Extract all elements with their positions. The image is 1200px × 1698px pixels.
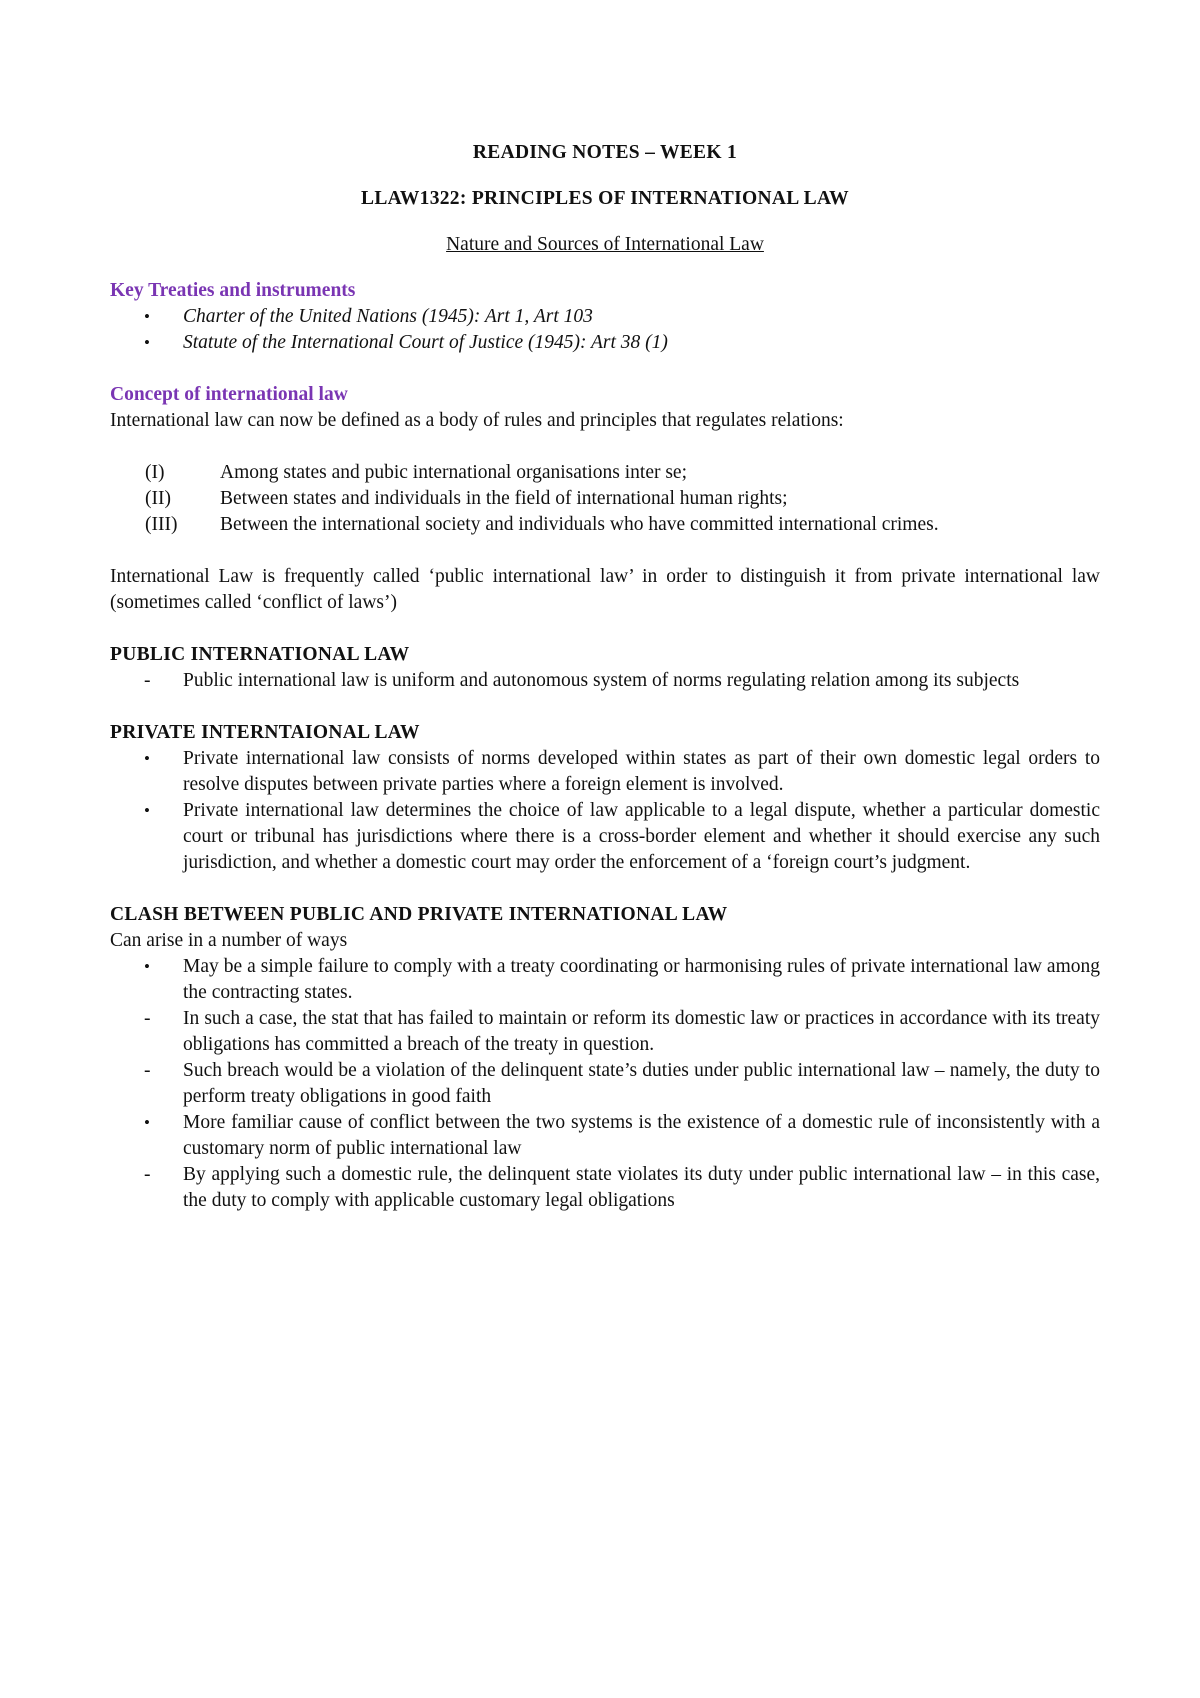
list-item-text: Such breach would be a violation of the delinquent state’s duties under public international law – namely, the duty to perform treaty obligations in good faith [183, 1060, 1100, 1107]
list-item-text: Among states and pubic international organisations inter se; [220, 462, 688, 483]
list-item-text: More familiar cause of conflict between the two systems is the existence of a domestic rule of inconsistently with a customary norm of public international law [183, 1112, 1100, 1159]
key-treaties-heading: Key Treaties and instruments [110, 280, 356, 301]
list-item [110, 1058, 1100, 1110]
list-item [110, 1110, 1100, 1162]
clash-list [110, 954, 1100, 1214]
list-item [110, 954, 1100, 1006]
list-item-text: Private international law consists of norms developed within states as part of their own domestic legal orders to resolve disputes between private parties where a foreign element is involved. [183, 748, 1100, 795]
list-item-text: Between the international society and individuals who have committed international crimes. [220, 514, 939, 535]
list-item [110, 1162, 1100, 1214]
list-marker: - [144, 1060, 151, 1081]
list-item-text: May be a simple failure to comply with a treaty coordinating or harmonising rules of private international law among the contracting states. [183, 956, 1100, 1003]
list-item-text: In such a case, the stat that has failed to maintain or reform its domestic law or practices in accordance with its treaty obligations has committed a breach of the treaty in question. [183, 1008, 1100, 1055]
list-item-text: Statute of the International Court of Justice (1945): Art 38 (1) [183, 332, 668, 353]
list-marker: • [144, 957, 150, 976]
list-number: (III) [145, 514, 178, 535]
list-item [110, 330, 1100, 356]
list-item-text: Charter of the United Nations (1945): Art 1, Art 103 [183, 306, 593, 327]
concept-heading: Concept of international law [110, 384, 348, 405]
private-law-list [110, 746, 1100, 876]
list-item [110, 746, 1100, 798]
concept-paragraph: International Law is frequently called ‘public international law’ in order to distinguish it from private international law (sometimes called ‘conflict of laws’) [110, 566, 1100, 613]
bullet-marker: • [144, 801, 150, 820]
list-item [110, 486, 1100, 512]
list-marker: - [144, 1008, 151, 1029]
list-marker: - [144, 1164, 151, 1185]
list-item [110, 1006, 1100, 1058]
public-law-list [110, 668, 1100, 694]
dash-marker: - [144, 670, 151, 691]
public-law-heading: PUBLIC INTERNATIONAL LAW [110, 644, 410, 665]
clash-heading: CLASH BETWEEN PUBLIC AND PRIVATE INTERNATIONAL LAW [110, 904, 728, 925]
list-item-text: Between states and individuals in the field of international human rights; [220, 488, 788, 509]
list-item [110, 798, 1100, 876]
key-treaties-list [110, 304, 1100, 356]
concept-intro: International law can now be defined as a body of rules and principles that regulates relations: [110, 410, 844, 431]
list-item-text: Private international law determines the choice of law applicable to a legal dispute, whether a particular domestic court or tribunal has jurisdictions where there is a cross-border element and whether it should exercise any such jurisdiction, and whether a domestic court may order the enforcement of a ‘foreign court’s judgment. [183, 800, 1100, 873]
bullet-marker: • [144, 749, 150, 768]
list-number: (II) [145, 488, 171, 509]
bullet-marker: • [144, 333, 150, 352]
document-page [110, 140, 1100, 1214]
list-marker: • [144, 1113, 150, 1132]
clash-intro: Can arise in a number of ways [110, 930, 348, 951]
list-item [110, 460, 1100, 486]
list-item [110, 304, 1100, 330]
document-title: READING NOTES – WEEK 1 [472, 142, 738, 163]
list-item [110, 668, 1100, 694]
concept-roman-list [110, 460, 1100, 538]
course-title: LLAW1322: PRINCIPLES OF INTERNATIONAL LAW [361, 188, 849, 209]
bullet-marker: • [144, 307, 150, 326]
list-number: (I) [145, 462, 165, 483]
list-item [110, 512, 1100, 538]
list-item-text: By applying such a domestic rule, the delinquent state violates its duty under public international law – in this case, the duty to comply with applicable customary legal obligations [183, 1164, 1100, 1211]
private-law-heading: PRIVATE INTERNTAIONAL LAW [110, 722, 420, 743]
list-item-text: Public international law is uniform and autonomous system of norms regulating relation among its subjects [183, 670, 1020, 691]
topic-subtitle: Nature and Sources of International Law [446, 234, 764, 255]
